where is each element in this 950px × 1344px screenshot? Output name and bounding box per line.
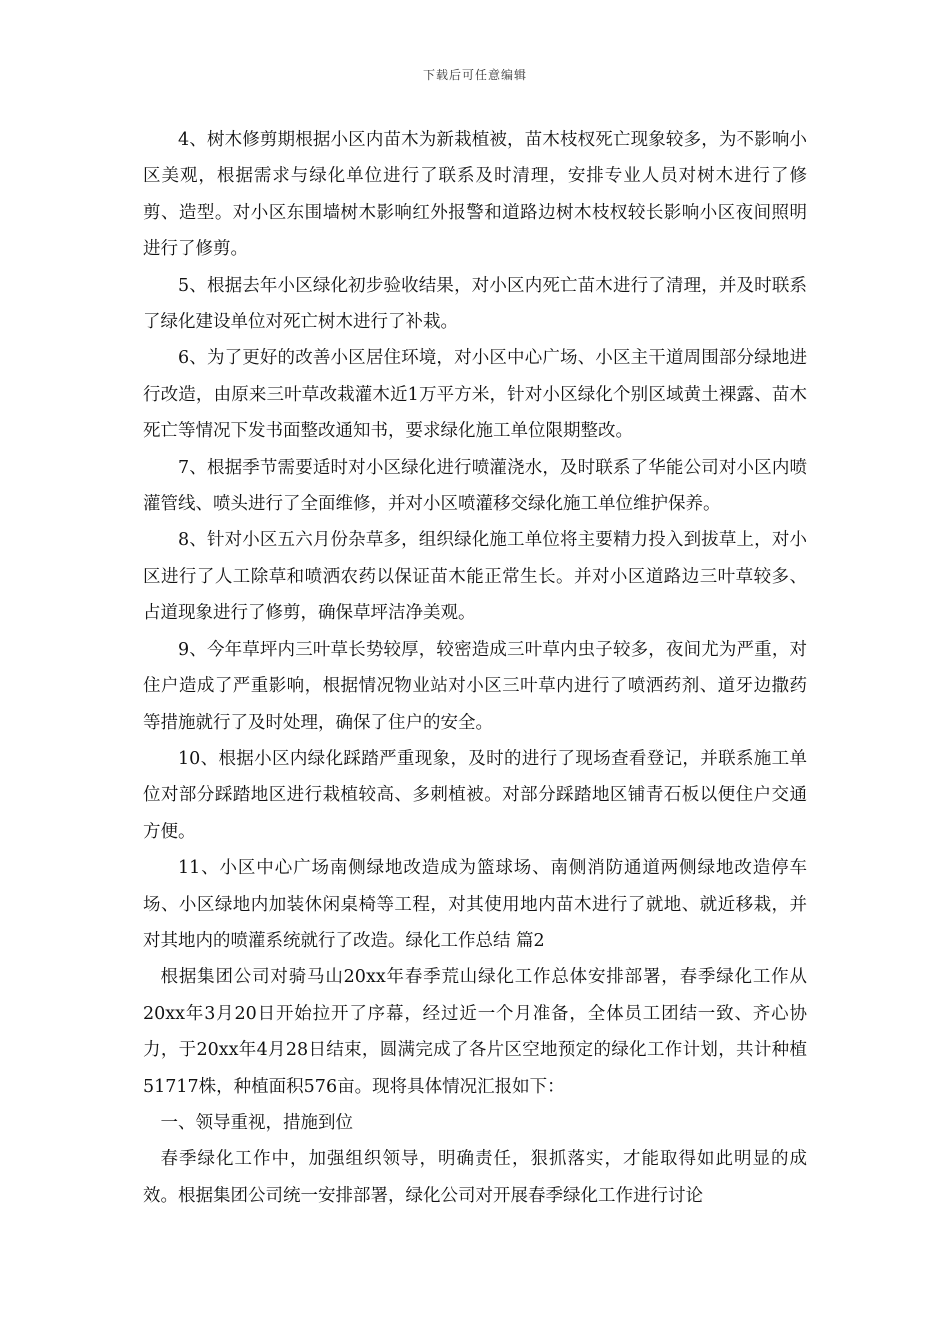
paragraph-item-8: 8、针对小区五六月份杂草多，组织绿化施工单位将主要精力投入到拔草上，对小区进行了人工除草和喷洒农药以保证苗木能正常生长。并对小区道路边三叶草较多、占道现象进行了修剪，确保草坪洁净美观。 <box>143 530 807 624</box>
section-heading-leadership: 一、领导重视，措施到位 <box>160 1112 353 1133</box>
paragraph-item-7: 7、根据季节需要适时对小区绿化进行喷灌浇水，及时联系了华能公司对小区内喷灌管线、喷头进行了全面维修，并对小区喷灌移交绿化施工单位维护保养。 <box>143 457 807 515</box>
paragraph-item-5: 5、根据去年小区绿化初步验收结果，对小区内死亡苗木进行了清理，并及时联系了绿化建设单位对死亡树木进行了补栽。 <box>143 275 807 333</box>
paragraph-item-11: 11、小区中心广场南侧绿地改造成为篮球场、南侧消防通道两侧绿地改造停车场、小区绿地内加装休闲桌椅等工程，对其使用地内苗木进行了就地、就近移栽，并对其地内的喷灌系统就行了改造。绿化工作总结 篇2 <box>143 858 807 951</box>
paragraph-item-9: 9、今年草坪内三叶草长势较厚，较密造成三叶草内虫子较多，夜间尤为严重，对住户造成了严重影响，根据情况物业站对小区三叶草内进行了喷洒药剂、道牙边撒药等措施就行了及时处理，确保了住户的安全。 <box>143 639 807 733</box>
page-header-note: 下载后可任意编辑 <box>422 68 527 82</box>
paragraph-intro-part2: 根据集团公司对骑马山20xx年春季荒山绿化工作总体安排部署，春季绿化工作从20xx年3月20日开始拉开了序幕，经过近一个月准备，全体员工团结一致、齐心协力，于20xx年4月28日结束，圆满完成了各片区空地预定的绿化工作计划，共计种植51717株，种植面积576亩。现将具体情况汇报如下： <box>143 967 807 1097</box>
paragraph-item-6: 6、为了更好的改善小区居住环境，对小区中心广场、小区主干道周围部分绿地进行改造，由原来三叶草改栽灌木近1万平方米，针对小区绿化个别区域黄土裸露、苗木死亡等情况下发书面整改通知书，要求绿化施工单位限期整改。 <box>143 348 807 442</box>
document-body <box>143 122 807 1214</box>
paragraph-item-4: 4、树木修剪期根据小区内苗木为新栽植被，苗木枝杈死亡现象较多，为不影响小区美观，根据需求与绿化单位进行了联系及时清理，安排专业人员对树木进行了修剪、造型。对小区东围墙树木影响红外报警和道路边树木枝杈较长影响小区夜间照明进行了修剪。 <box>143 130 807 260</box>
paragraph-spring-greening: 春季绿化工作中，加强组织领导，明确责任，狠抓落实，才能取得如此明显的成效。根据集团公司统一安排部署，绿化公司对开展春季绿化工作进行讨论 <box>143 1149 807 1206</box>
paragraph-item-10: 10、根据小区内绿化踩踏严重现象，及时的进行了现场查看登记，并联系施工单位对部分踩踏地区进行栽植较高、多刺植被。对部分踩踏地区铺青石板以便住户交通方便。 <box>143 748 807 842</box>
